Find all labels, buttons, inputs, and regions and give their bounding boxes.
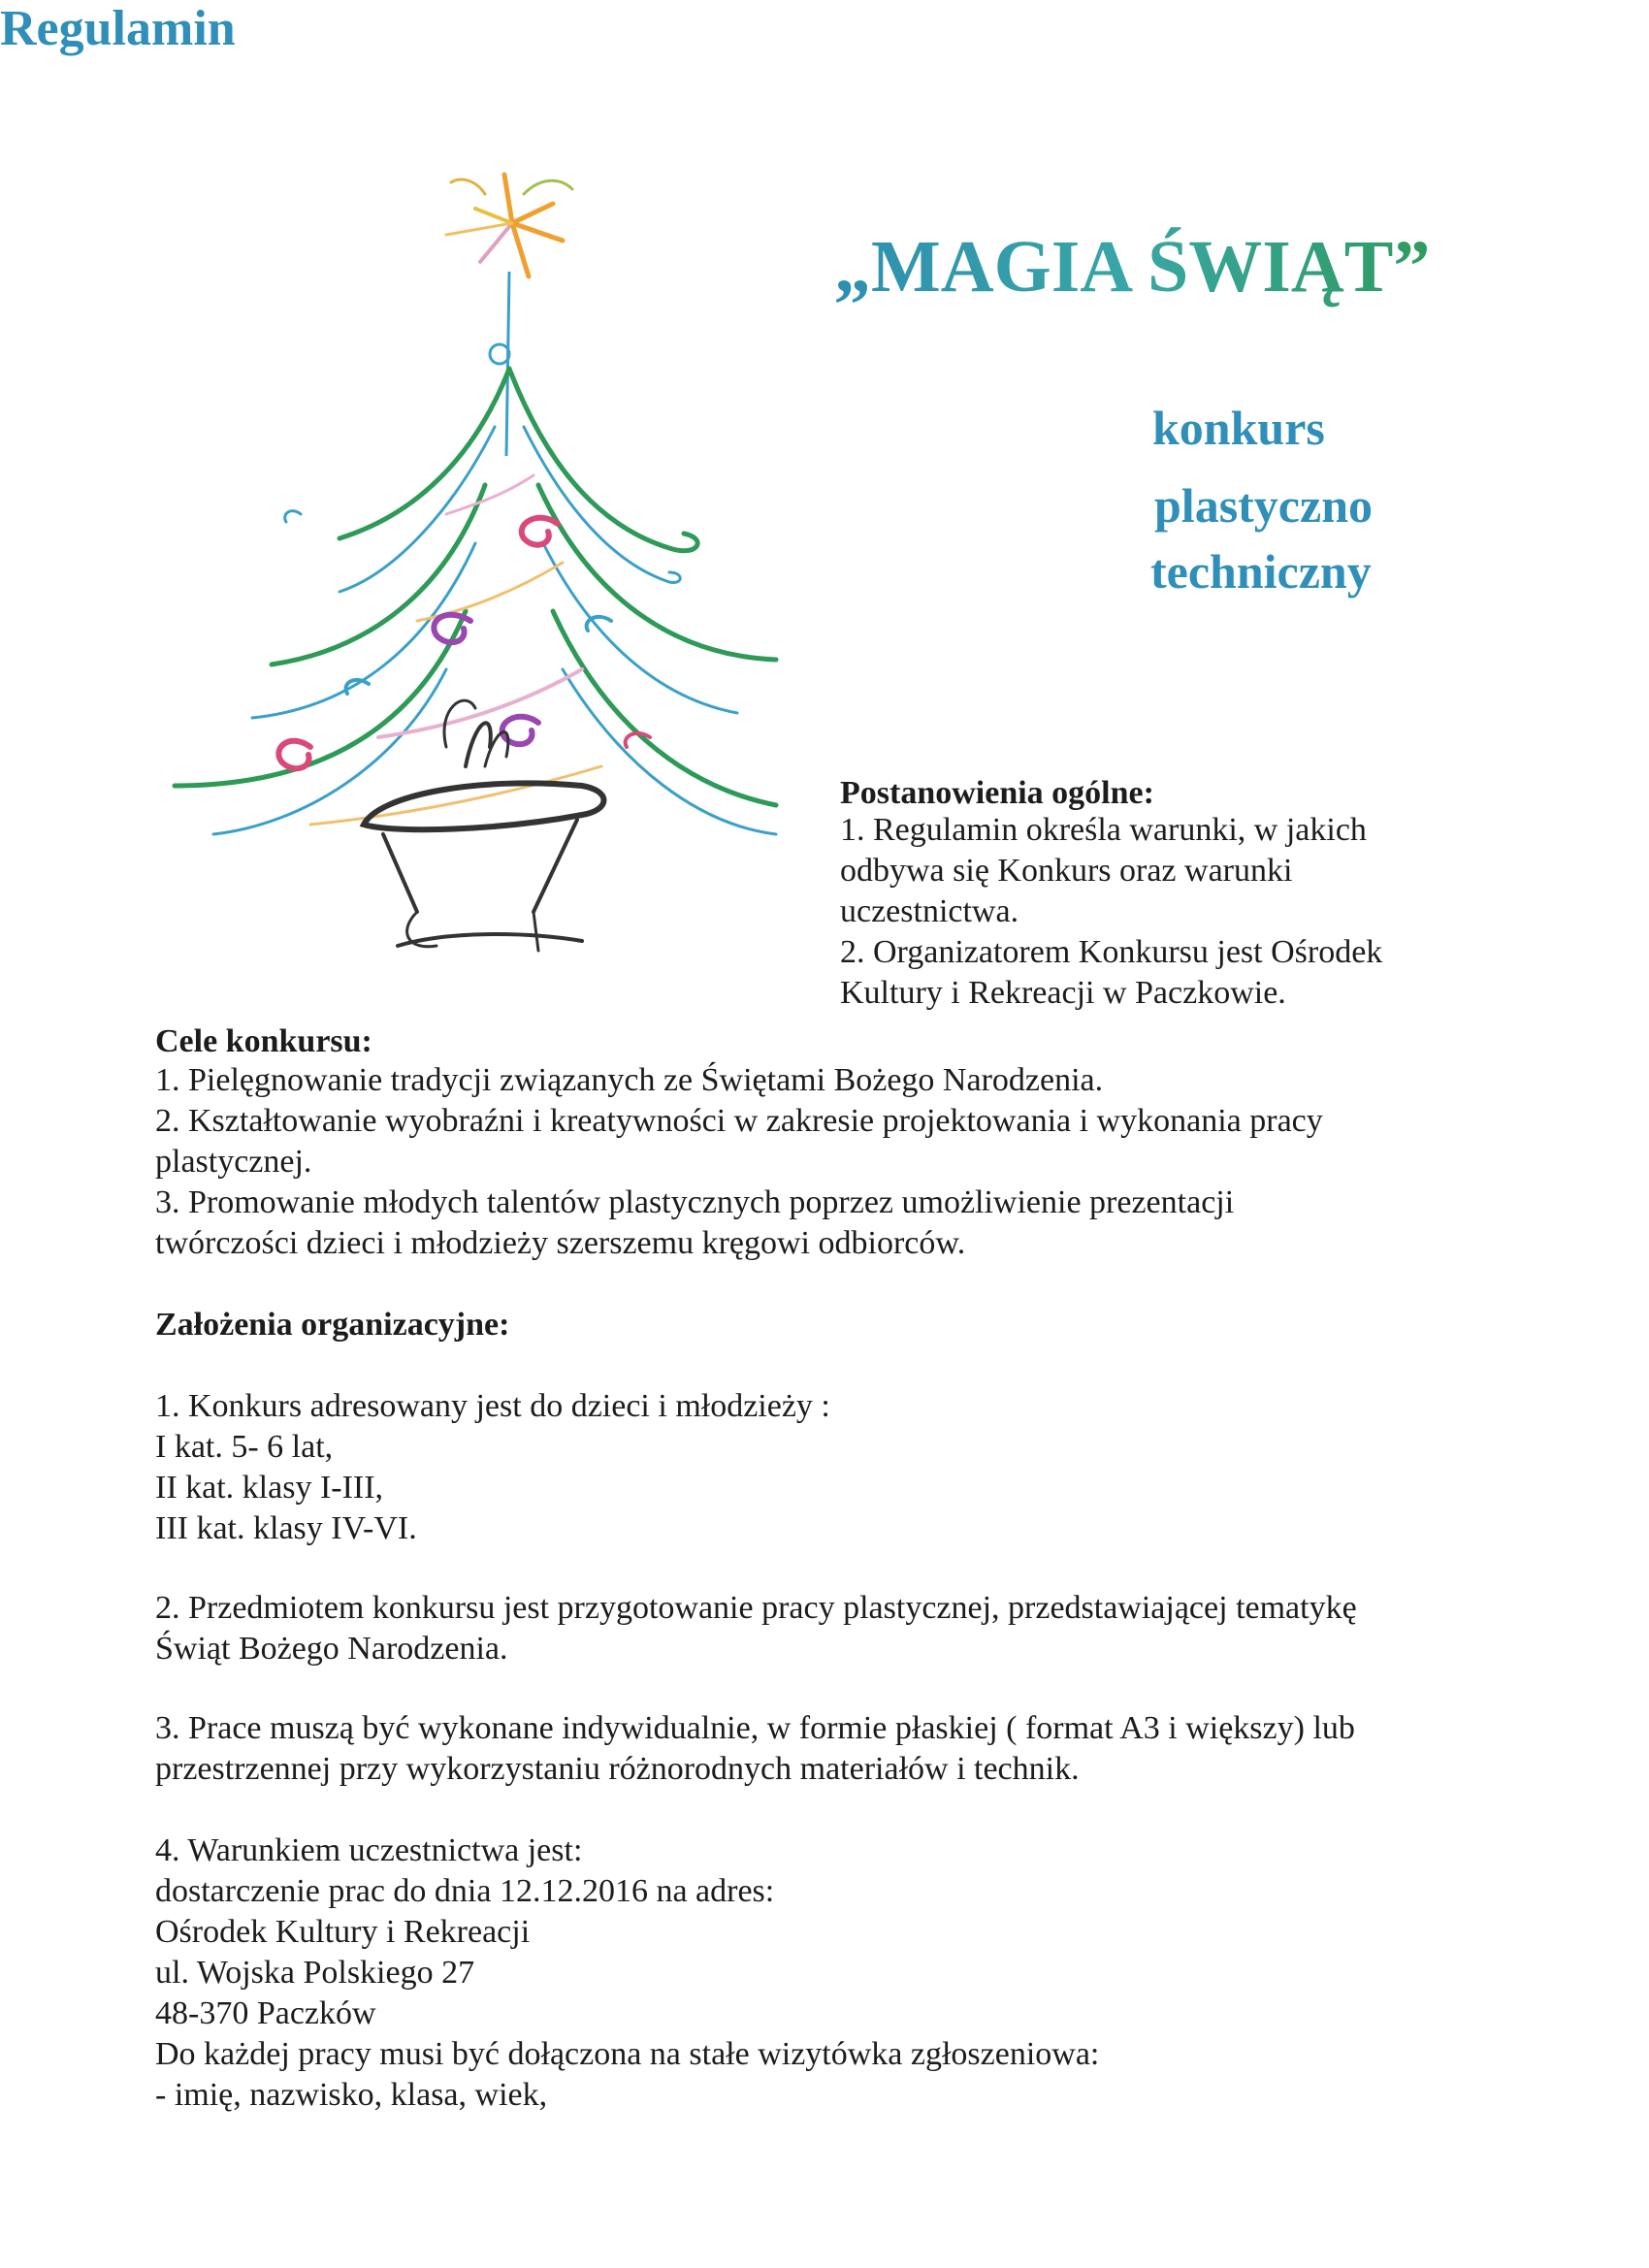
regulamin-heading: Regulamin xyxy=(0,1,236,56)
general-line: Kultury i Rekreacji w Paczkowie. xyxy=(840,975,1286,1011)
subtitle-line-3: techniczny xyxy=(1150,544,1372,599)
organization-heading: Założenia organizacyjne: xyxy=(155,1307,510,1343)
general-heading: Postanowienia ogólne: xyxy=(840,775,1154,811)
goals-heading: Cele konkursu: xyxy=(155,1023,372,1059)
general-line: uczestnictwa. xyxy=(840,893,1019,929)
organization-line: dostarczenie prac do dnia 12.12.2016 na adres: xyxy=(155,1873,775,1909)
subtitle-line-1: konkurs xyxy=(1152,401,1325,455)
general-line: 1. Regulamin określa warunki, w jakich xyxy=(840,812,1367,848)
organization-line: III kat. klasy IV-VI. xyxy=(155,1510,417,1546)
goals-line: 3. Promowanie młodych talentów plastycznych poprzez umożliwienie prezentacji xyxy=(155,1184,1235,1220)
ornament-icons xyxy=(278,511,650,769)
general-line: 2. Organizatorem Konkursu jest Ośrodek xyxy=(840,934,1383,970)
organization-line: 48-370 Paczków xyxy=(155,1995,376,2031)
goals-line: twórczości dzieci i młodzieży szerszemu kręgowi odbiorców. xyxy=(155,1225,966,1261)
goals-line: plastycznej. xyxy=(155,1144,312,1180)
organization-line: - imię, nazwisko, klasa, wiek, xyxy=(155,2077,548,2113)
goals-line: 2. Kształtowanie wyobraźni i kreatywności w zakresie projektowania i wykonania pracy xyxy=(155,1103,1323,1139)
organization-line: I kat. 5- 6 lat, xyxy=(155,1429,334,1465)
page-title: „MAGIA ŚWIĄT” xyxy=(834,226,1431,308)
organization-line: przestrzennej przy wykorzystaniu różnorodnych materiałów i technik. xyxy=(155,1751,1080,1787)
star-icon xyxy=(446,175,572,276)
subtitle-line-2: plastyczno xyxy=(1154,478,1373,533)
organization-line: 2. Przedmiotem konkursu jest przygotowanie pracy plastycznej, przedstawiającej tematykę xyxy=(155,1590,1357,1626)
organization-line: Ośrodek Kultury i Rekreacji xyxy=(155,1914,531,1950)
organization-line: Do każdej pracy musi być dołączona na stałe wizytówka zgłoszeniowa: xyxy=(155,2036,1100,2072)
organization-line: 3. Prace muszą być wykonane indywidualnie, w formie płaskiej ( format A3 i większy) lub xyxy=(155,1710,1355,1746)
goals-line: 1. Pielęgnowanie tradycji związanych ze Świętami Bożego Narodzenia. xyxy=(155,1062,1104,1098)
christmas-tree-icon xyxy=(155,165,834,1019)
organization-line: ul. Wojska Polskiego 27 xyxy=(155,1955,475,1991)
organization-line: 4. Warunkiem uczestnictwa jest: xyxy=(155,1832,583,1868)
organization-line: 1. Konkurs adresowany jest do dzieci i młodzieży : xyxy=(155,1388,830,1424)
organization-line: Świąt Bożego Narodzenia. xyxy=(155,1631,508,1667)
organization-line: II kat. klasy I-III, xyxy=(155,1470,384,1506)
general-line: odbywa się Konkurs oraz warunki xyxy=(840,853,1293,889)
